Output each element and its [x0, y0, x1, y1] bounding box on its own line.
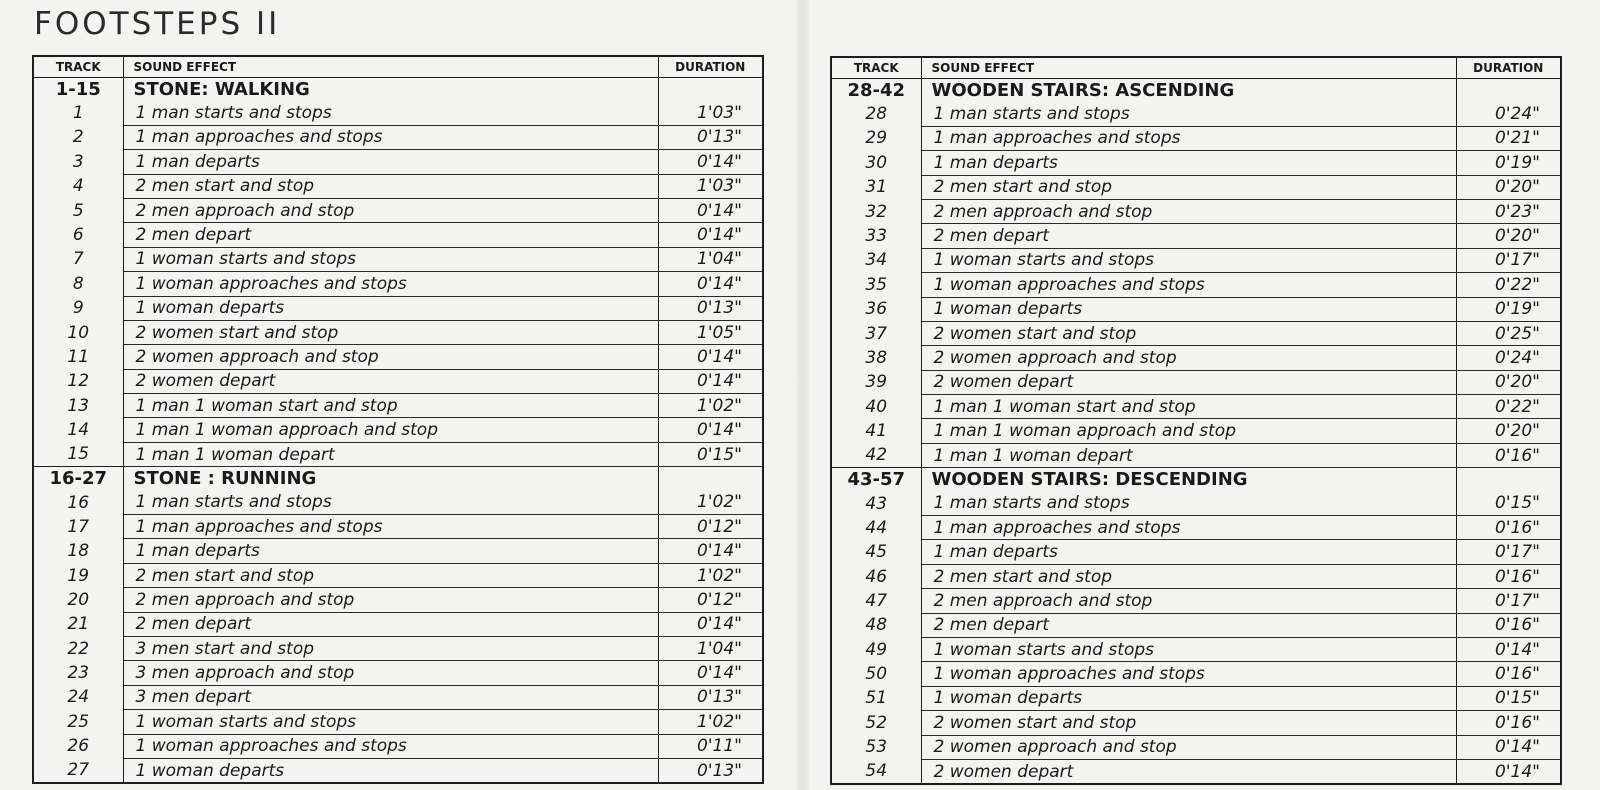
duration: 0'19" [1456, 297, 1561, 321]
table-row [831, 516, 1561, 540]
section-heading-row [33, 78, 763, 102]
duration: 0'20" [1456, 224, 1561, 248]
sound-effect: 1 woman departs [921, 686, 1456, 710]
track-number: 17 [33, 515, 123, 539]
track-number: 16 [33, 491, 123, 515]
duration: 1'04" [658, 247, 763, 271]
table-row [33, 345, 763, 369]
duration: 0'14" [658, 661, 763, 685]
track-number: 25 [33, 710, 123, 734]
duration: 0'13" [658, 125, 763, 149]
track-number: 26 [33, 734, 123, 758]
duration: 0'20" [1456, 370, 1561, 394]
table-row [33, 588, 763, 612]
table-row [831, 297, 1561, 321]
track-number: 36 [831, 297, 921, 321]
duration: 0'12" [658, 588, 763, 612]
duration: 1'02" [658, 563, 763, 587]
table-row [831, 540, 1561, 564]
track-number: 18 [33, 539, 123, 563]
table-row [831, 564, 1561, 588]
table-row [33, 442, 763, 466]
header-duration: DURATION [1456, 57, 1561, 79]
track-table-right [830, 56, 1562, 785]
table-row [33, 563, 763, 587]
duration: 1'02" [658, 394, 763, 418]
sound-effect: 1 man approaches and stops [123, 515, 658, 539]
track-number: 23 [33, 661, 123, 685]
sound-effect: 1 man 1 woman approach and stop [921, 419, 1456, 443]
duration: 0'14" [658, 150, 763, 174]
duration: 0'12" [658, 515, 763, 539]
sound-effect: 1 man 1 woman start and stop [123, 394, 658, 418]
table-header-row [831, 57, 1561, 79]
track-number: 51 [831, 686, 921, 710]
duration: 1'05" [658, 320, 763, 344]
table-row [33, 539, 763, 563]
track-number: 8 [33, 272, 123, 296]
duration: 0'17" [1456, 589, 1561, 613]
track-number: 42 [831, 443, 921, 467]
duration: 0'14" [658, 198, 763, 222]
table-row [33, 198, 763, 222]
duration: 0'14" [658, 223, 763, 247]
header-duration: DURATION [658, 56, 763, 78]
header-track: TRACK [831, 57, 921, 79]
track-number: 4 [33, 174, 123, 198]
sound-effect: 1 woman approaches and stops [921, 273, 1456, 297]
sound-effect: 2 women approach and stop [123, 345, 658, 369]
section-track-range: 28-42 [831, 79, 921, 103]
section-duration-blank [658, 78, 763, 102]
table-row [33, 710, 763, 734]
duration: 0'14" [658, 539, 763, 563]
sound-effect: 1 woman departs [123, 758, 658, 783]
sound-effect: 2 women approach and stop [921, 346, 1456, 370]
sound-effect: 3 men start and stop [123, 636, 658, 660]
section-duration-blank [658, 467, 763, 491]
section-title: STONE: WALKING [123, 78, 658, 102]
track-number: 32 [831, 199, 921, 223]
sound-effect: 1 man 1 woman approach and stop [123, 418, 658, 442]
duration: 0'15" [1456, 686, 1561, 710]
duration: 0'22" [1456, 395, 1561, 419]
sound-effect: 1 woman approaches and stops [921, 662, 1456, 686]
table-row [831, 662, 1561, 686]
track-number: 45 [831, 540, 921, 564]
table-row [33, 272, 763, 296]
track-number: 30 [831, 151, 921, 175]
sound-effect: 2 men approach and stop [123, 198, 658, 222]
duration: 1'04" [658, 636, 763, 660]
track-number: 40 [831, 395, 921, 419]
sound-effect: 1 woman starts and stops [123, 247, 658, 271]
section-title: WOODEN STAIRS: ASCENDING [921, 79, 1456, 103]
table-row [33, 685, 763, 709]
duration: 0'13" [658, 758, 763, 783]
track-number: 31 [831, 175, 921, 199]
duration: 0'15" [658, 442, 763, 466]
sound-effect: 1 man departs [921, 151, 1456, 175]
table-row [33, 418, 763, 442]
sound-effect: 1 woman departs [123, 296, 658, 320]
table-row [831, 686, 1561, 710]
table-row [33, 636, 763, 660]
section-duration-blank [1456, 79, 1561, 103]
table-row [33, 174, 763, 198]
sound-effect: 1 woman departs [921, 297, 1456, 321]
track-number: 52 [831, 711, 921, 735]
sound-effect: 2 women start and stop [921, 321, 1456, 345]
table-row [33, 758, 763, 783]
duration: 0'17" [1456, 540, 1561, 564]
duration: 0'16" [1456, 711, 1561, 735]
table-row [831, 273, 1561, 297]
duration: 1'02" [658, 491, 763, 515]
table-row [831, 759, 1561, 784]
track-number: 44 [831, 516, 921, 540]
header-track: TRACK [33, 56, 123, 78]
track-number: 35 [831, 273, 921, 297]
section-title: STONE : RUNNING [123, 467, 658, 491]
sound-effect: 1 man 1 woman depart [921, 443, 1456, 467]
sound-effect: 1 man approaches and stops [123, 125, 658, 149]
duration: 0'14" [658, 369, 763, 393]
track-number: 19 [33, 563, 123, 587]
duration: 0'16" [1456, 564, 1561, 588]
sound-effect: 2 men depart [921, 613, 1456, 637]
table-row [33, 320, 763, 344]
table-row [831, 346, 1561, 370]
table-row [831, 370, 1561, 394]
sound-effect: 1 man starts and stops [921, 492, 1456, 516]
table-row [33, 125, 763, 149]
track-number: 37 [831, 321, 921, 345]
track-number: 24 [33, 685, 123, 709]
duration: 0'14" [658, 345, 763, 369]
table-row [831, 735, 1561, 759]
sound-effect: 2 men approach and stop [921, 589, 1456, 613]
table-row [831, 175, 1561, 199]
sound-effect: 2 men depart [123, 223, 658, 247]
track-number: 11 [33, 345, 123, 369]
sound-effect: 1 man departs [123, 539, 658, 563]
table-row [33, 296, 763, 320]
duration: 0'13" [658, 685, 763, 709]
section-heading-row [831, 79, 1561, 103]
sound-effect: 1 man approaches and stops [921, 126, 1456, 150]
track-number: 13 [33, 394, 123, 418]
table-row [33, 223, 763, 247]
track-number: 39 [831, 370, 921, 394]
duration: 1'02" [658, 710, 763, 734]
duration: 0'11" [658, 734, 763, 758]
track-number: 29 [831, 126, 921, 150]
table-header-row [33, 56, 763, 78]
table-row [33, 661, 763, 685]
track-number: 33 [831, 224, 921, 248]
sound-effect: 3 men depart [123, 685, 658, 709]
sound-effect: 2 women depart [123, 369, 658, 393]
duration: 0'24" [1456, 102, 1561, 126]
sound-effect: 1 woman starts and stops [921, 637, 1456, 661]
duration: 0'14" [1456, 637, 1561, 661]
duration: 0'16" [1456, 613, 1561, 637]
header-sound-effect: SOUND EFFECT [921, 57, 1456, 79]
sound-effect: 1 man 1 woman depart [123, 442, 658, 466]
track-number: 7 [33, 247, 123, 271]
track-number: 3 [33, 150, 123, 174]
table-row [831, 224, 1561, 248]
table-row [33, 515, 763, 539]
sound-effect: 2 men approach and stop [123, 588, 658, 612]
sound-effect: 2 men approach and stop [921, 199, 1456, 223]
section-track-range: 1-15 [33, 78, 123, 102]
duration: 0'14" [658, 418, 763, 442]
table-row [831, 613, 1561, 637]
track-number: 41 [831, 419, 921, 443]
sound-effect: 1 man departs [921, 540, 1456, 564]
track-number: 12 [33, 369, 123, 393]
track-number: 22 [33, 636, 123, 660]
table-row [831, 492, 1561, 516]
table-row [33, 612, 763, 636]
track-number: 53 [831, 735, 921, 759]
sound-effect: 2 women start and stop [921, 711, 1456, 735]
duration: 0'20" [1456, 175, 1561, 199]
table-row [831, 248, 1561, 272]
track-number: 48 [831, 613, 921, 637]
duration: 0'24" [1456, 346, 1561, 370]
track-number: 20 [33, 588, 123, 612]
duration: 0'16" [1456, 662, 1561, 686]
duration: 1'03" [658, 101, 763, 125]
table-row [831, 589, 1561, 613]
table-row [33, 150, 763, 174]
sound-effect: 2 men start and stop [123, 174, 658, 198]
sound-effect: 3 men approach and stop [123, 661, 658, 685]
sound-effect: 1 man starts and stops [123, 491, 658, 515]
table-row [33, 101, 763, 125]
sound-effect: 2 men start and stop [921, 564, 1456, 588]
track-number: 10 [33, 320, 123, 344]
table-row [831, 102, 1561, 126]
table-row [831, 126, 1561, 150]
sound-effect: 2 women depart [921, 370, 1456, 394]
track-number: 34 [831, 248, 921, 272]
duration: 0'22" [1456, 273, 1561, 297]
table-row [831, 443, 1561, 467]
track-number: 27 [33, 758, 123, 783]
sound-effect: 1 woman approaches and stops [123, 272, 658, 296]
table-row [33, 369, 763, 393]
sound-effect: 1 woman starts and stops [921, 248, 1456, 272]
duration: 0'14" [1456, 759, 1561, 784]
table-row [831, 637, 1561, 661]
duration: 0'25" [1456, 321, 1561, 345]
table-row [33, 247, 763, 271]
duration: 0'23" [1456, 199, 1561, 223]
track-number: 21 [33, 612, 123, 636]
sound-effect: 1 woman approaches and stops [123, 734, 658, 758]
table-row [831, 199, 1561, 223]
section-duration-blank [1456, 468, 1561, 492]
track-number: 54 [831, 759, 921, 784]
track-number: 47 [831, 589, 921, 613]
duration: 0'16" [1456, 443, 1561, 467]
section-heading-row [831, 468, 1561, 492]
sound-effect: 1 man 1 woman start and stop [921, 395, 1456, 419]
track-number: 38 [831, 346, 921, 370]
sound-effect: 1 man starts and stops [123, 101, 658, 125]
sound-effect: 2 women depart [921, 759, 1456, 784]
track-number: 15 [33, 442, 123, 466]
duration: 0'16" [1456, 516, 1561, 540]
track-number: 5 [33, 198, 123, 222]
track-table-left [32, 55, 764, 784]
table-row [831, 321, 1561, 345]
duration: 0'13" [658, 296, 763, 320]
section-title: WOODEN STAIRS: DESCENDING [921, 468, 1456, 492]
duration: 1'03" [658, 174, 763, 198]
sound-effect: 2 men depart [921, 224, 1456, 248]
header-sound-effect: SOUND EFFECT [123, 56, 658, 78]
sound-effect: 2 women approach and stop [921, 735, 1456, 759]
sound-effect: 2 women start and stop [123, 320, 658, 344]
track-number: 2 [33, 125, 123, 149]
section-heading-row [33, 467, 763, 491]
duration: 0'14" [658, 272, 763, 296]
table-row [831, 419, 1561, 443]
duration: 0'15" [1456, 492, 1561, 516]
track-number: 9 [33, 296, 123, 320]
duration: 0'14" [1456, 735, 1561, 759]
track-number: 6 [33, 223, 123, 247]
table-row [33, 491, 763, 515]
duration: 0'20" [1456, 419, 1561, 443]
sound-effect: 2 men start and stop [123, 563, 658, 587]
table-row [831, 395, 1561, 419]
track-number: 28 [831, 102, 921, 126]
sound-effect: 1 man starts and stops [921, 102, 1456, 126]
table-row [33, 734, 763, 758]
duration: 0'21" [1456, 126, 1561, 150]
section-track-range: 16-27 [33, 467, 123, 491]
sound-effect: 1 man approaches and stops [921, 516, 1456, 540]
section-track-range: 43-57 [831, 468, 921, 492]
sound-effect: 1 man departs [123, 150, 658, 174]
sound-effect: 2 men start and stop [921, 175, 1456, 199]
page-gutter [796, 0, 810, 790]
table-row [831, 151, 1561, 175]
sound-effect: 1 woman starts and stops [123, 710, 658, 734]
page-title: FOOTSTEPS II [34, 6, 281, 42]
sound-effect: 2 men depart [123, 612, 658, 636]
track-number: 1 [33, 101, 123, 125]
track-number: 50 [831, 662, 921, 686]
track-number: 43 [831, 492, 921, 516]
table-row [33, 394, 763, 418]
duration: 0'17" [1456, 248, 1561, 272]
track-number: 14 [33, 418, 123, 442]
duration: 0'14" [658, 612, 763, 636]
track-number: 49 [831, 637, 921, 661]
duration: 0'19" [1456, 151, 1561, 175]
table-row [831, 711, 1561, 735]
track-number: 46 [831, 564, 921, 588]
